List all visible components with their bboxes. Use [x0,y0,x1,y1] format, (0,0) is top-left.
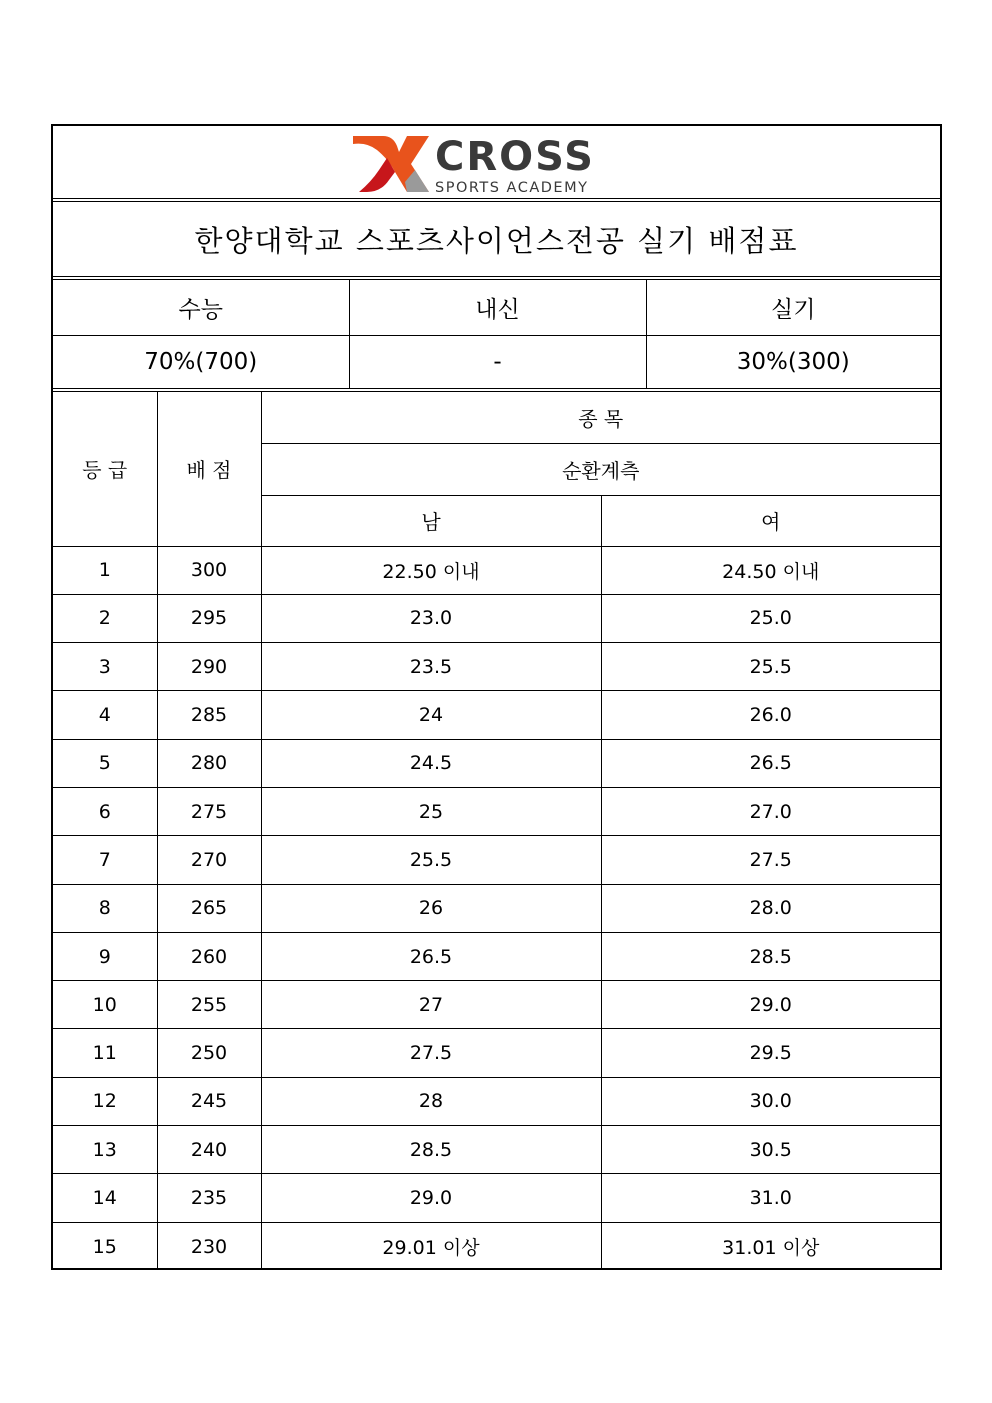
grade-cell: 5 [53,739,157,787]
male-cell: 27 [261,981,601,1029]
female-cell: 26.5 [601,739,940,787]
female-header: 여 [601,495,940,546]
score-cell: 245 [157,1077,261,1125]
table-row [53,932,940,980]
event-header: 종 목 [261,392,940,443]
grade-cell: 7 [53,836,157,884]
male-cell: 28.5 [261,1126,601,1174]
female-cell: 31.0 [601,1174,940,1222]
female-cell: 31.01 이상 [601,1222,940,1270]
table-row [53,884,940,932]
grade-cell: 12 [53,1077,157,1125]
male-cell: 23.5 [261,643,601,691]
grade-cell: 9 [53,932,157,980]
score-cell: 235 [157,1174,261,1222]
score-cell: 250 [157,1029,261,1077]
ratio-header: 내신 [349,280,646,335]
score-cell: 265 [157,884,261,932]
table-row [53,643,940,691]
male-cell: 28 [261,1077,601,1125]
female-cell: 28.5 [601,932,940,980]
male-header: 남 [261,495,601,546]
logo-brand: CROSS [435,134,595,180]
male-cell: 29.0 [261,1174,601,1222]
grade-cell: 1 [53,546,157,594]
female-cell: 28.0 [601,884,940,932]
ratio-value: 30%(300) [646,335,940,389]
male-cell: 22.50 이내 [261,546,601,594]
ratio-header: 실기 [646,280,940,335]
male-cell: 27.5 [261,1029,601,1077]
male-cell: 23.0 [261,594,601,642]
page-title: 한양대학교 스포츠사이언스전공 실기 배점표 [194,223,799,258]
female-cell: 29.0 [601,981,940,1029]
female-cell: 24.50 이내 [601,546,940,594]
grade-cell: 11 [53,1029,157,1077]
grade-cell: 8 [53,884,157,932]
score-cell: 275 [157,787,261,835]
title-area [53,202,940,276]
grade-cell: 14 [53,1174,157,1222]
ratio-header-row [53,280,940,335]
female-cell: 26.0 [601,691,940,739]
score-sheet-frame [51,124,942,1270]
score-header: 배 점 [157,392,261,546]
table-row [53,1029,940,1077]
female-cell: 27.5 [601,836,940,884]
score-cell: 240 [157,1126,261,1174]
grade-cell: 2 [53,594,157,642]
table-row [53,691,940,739]
table-row [53,836,940,884]
grade-cell: 6 [53,787,157,835]
score-cell: 285 [157,691,261,739]
score-cell: 260 [157,932,261,980]
male-cell: 29.01 이상 [261,1222,601,1270]
female-cell: 25.0 [601,594,940,642]
table-row [53,594,940,642]
ratio-value-row [53,335,940,389]
female-cell: 27.0 [601,787,940,835]
female-cell: 25.5 [601,643,940,691]
score-cell: 270 [157,836,261,884]
score-cell: 300 [157,546,261,594]
x-mark-red [359,158,395,192]
male-cell: 26.5 [261,932,601,980]
logo-area [53,126,940,198]
ratio-value: - [349,335,646,389]
table-row [53,1077,940,1125]
male-cell: 26 [261,884,601,932]
grade-cell: 10 [53,981,157,1029]
grade-header: 등 급 [53,392,157,546]
female-cell: 30.5 [601,1126,940,1174]
grade-cell: 4 [53,691,157,739]
score-cell: 295 [157,594,261,642]
female-cell: 29.5 [601,1029,940,1077]
male-cell: 25.5 [261,836,601,884]
female-cell: 30.0 [601,1077,940,1125]
table-row [53,1126,940,1174]
grade-cell: 15 [53,1222,157,1270]
ratio-value: 70%(700) [53,335,349,389]
table-row [53,739,940,787]
score-table [53,392,940,1270]
logo-tagline: SPORTS ACADEMY [435,180,589,196]
score-cell: 255 [157,981,261,1029]
table-row [53,1174,940,1222]
male-cell: 24.5 [261,739,601,787]
event-name: 순환계측 [261,443,940,495]
male-cell: 24 [261,691,601,739]
score-cell: 280 [157,739,261,787]
ratio-table [53,280,940,389]
ratio-header: 수능 [53,280,349,335]
table-row [53,546,940,594]
table-row [53,1222,940,1270]
grade-cell: 3 [53,643,157,691]
score-cell: 290 [157,643,261,691]
cross-logo [349,130,649,196]
male-cell: 25 [261,787,601,835]
grade-cell: 13 [53,1126,157,1174]
table-row [53,981,940,1029]
table-row [53,787,940,835]
score-cell: 230 [157,1222,261,1270]
table-header-row [53,392,940,443]
